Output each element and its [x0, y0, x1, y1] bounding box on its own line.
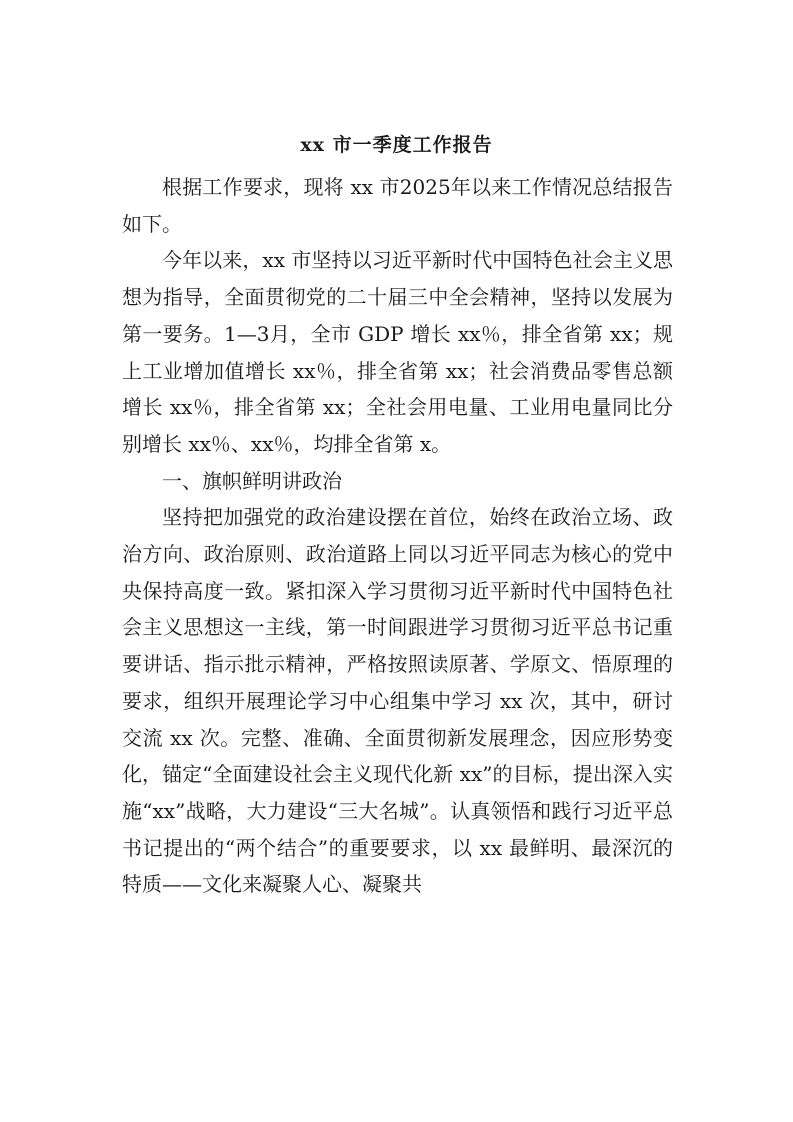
section-heading-politics: 一、旗帜鲜明讲政治 [162, 468, 342, 493]
document-body [122, 169, 673, 903]
document-title: xx 市一季度工作报告 [300, 134, 493, 156]
paragraph-politics: 坚持把加强党的政治建设摆在首位，始终在政治立场、政治方向、政治原则、政治道路上同以习近平同志为核心的党中央保持高度一致。紧扣深入学习贯彻习近平新时代中国特色社会主义思想这一主线，第一时间跟进学习贯彻习近平总书记重要讲话、指示批示精神，严格按照读原著、学原文、悟原理的要求，组织开展理论学习中心组集中学习 xx 次，其中，研讨交流 xx 次。完整、准确、全面贯彻新发展理念，因应形势变化，锚定“全面建设社会主义现代化新 xx”的目标，提出深入实施“xx”战略，大力建设“三大名城”。认真领悟和践行习近平总书记提出的“两个结合”的重要要求，以 xx 最鲜明、最深沉的特质——文化来凝聚人心、凝聚共 [122, 505, 673, 897]
paragraph-intro: 根据工作要求，现将 xx 市2025年以来工作情况总结报告如下。 [122, 175, 673, 236]
paragraph-overview: 今年以来，xx 市坚持以习近平新时代中国特色社会主义思想为指导，全面贯彻党的二十届三中全会精神，坚持以发展为第一要务。1—3月，全市 GDP 增长 xx％，排全省第 xx；规上工业增加值增长 xx％，排全省第 xx；社会消费品零售总额增长 xx％，排全省第 xx；全社会用电量、工业用电量同比分别增长 xx％、xx％，均排全省第 x。 [122, 248, 673, 456]
